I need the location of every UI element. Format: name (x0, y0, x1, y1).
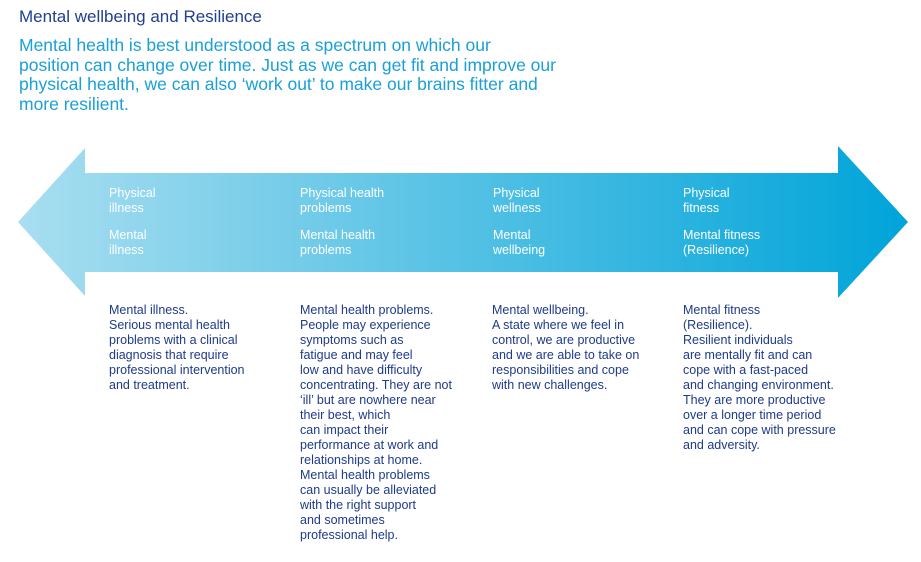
description-line: over a longer time period (683, 408, 822, 422)
spectrum-stage-3-labels (493, 186, 545, 258)
description-line: with new challenges. (492, 378, 608, 392)
physical-label: fitness (683, 201, 720, 215)
mental-label: Mental (493, 228, 531, 242)
description-line: relationships at home. (300, 453, 423, 467)
description-line: cope with a fast-paced (683, 363, 809, 377)
description-line: and adversity. (683, 438, 760, 452)
description-line: and changing environment. (683, 378, 834, 392)
description-line: and sometimes (300, 513, 385, 527)
description-line: diagnosis that require (109, 348, 229, 362)
description-line: responsibilities and cope (492, 363, 629, 377)
mental-label: wellbeing (493, 243, 546, 257)
description-line: ‘ill’ but are nowhere near (300, 393, 436, 407)
mental-label: illness (109, 243, 144, 257)
physical-label: Physical (109, 186, 156, 200)
physical-label: Physical (683, 186, 730, 200)
description-line: A state where we feel in (492, 318, 625, 332)
intro-line: more resilient. (19, 93, 129, 114)
description-line: and can cope with pressure (683, 423, 836, 437)
page-title: Mental wellbeing and Resilience (19, 7, 262, 26)
description-line: their best, which (300, 408, 391, 422)
description-line: (Resilience). (683, 318, 753, 332)
description-line: can impact their (300, 423, 389, 437)
description-line: Mental health problems (300, 468, 430, 482)
physical-label: Physical (493, 186, 540, 200)
description-line: performance at work and (300, 438, 439, 452)
description-line: professional intervention (109, 363, 245, 377)
spectrum-stage-4-labels (683, 186, 760, 258)
stage-4-description (683, 303, 836, 453)
physical-label: illness (109, 201, 144, 215)
description-line: Mental illness. (109, 303, 189, 317)
mental-label: problems (300, 243, 352, 257)
intro-line: position can change over time. Just as we can get fit and improve our (19, 54, 556, 75)
description-line: professional help. (300, 528, 398, 542)
description-line: with the right support (300, 498, 417, 512)
intro-line: physical health, we can also ‘work out’ to make our brains fitter and (19, 74, 538, 94)
description-line: problems with a clinical (109, 333, 238, 347)
spectrum-stage-1-labels (109, 186, 156, 258)
description-line: Resilient individuals (683, 333, 793, 347)
description-line: can usually be alleviated (300, 483, 437, 497)
mental-label: Mental fitness (683, 228, 761, 242)
physical-label: wellness (493, 201, 541, 215)
stage-1-description (109, 303, 245, 393)
stage-3-description (492, 303, 639, 393)
description-line: Serious mental health (109, 318, 230, 332)
mental-label: (Resilience) (683, 243, 749, 257)
mental-label: Mental health (300, 228, 376, 242)
description-line: and treatment. (109, 378, 190, 392)
description-line: are mentally fit and can (683, 348, 813, 362)
description-line: concentrating. They are not (300, 378, 452, 392)
spectrum-stage-2-labels (300, 186, 384, 258)
description-line: low and have difficulty (300, 363, 423, 377)
physical-label: Physical health (300, 186, 385, 200)
mental-label: Mental (109, 228, 147, 242)
stage-2-description (300, 303, 452, 543)
description-line: Mental fitness (683, 303, 761, 317)
description-line: control, we are productive (492, 333, 636, 347)
intro-line: Mental health is best understood as a spectrum on which our (19, 35, 491, 55)
description-line: People may experience (300, 318, 431, 332)
description-line: symptoms such as (300, 333, 404, 347)
description-line: Mental wellbeing. (492, 303, 589, 317)
description-line: They are more productive (683, 393, 826, 407)
physical-label: problems (300, 201, 352, 215)
description-line: Mental health problems. (300, 303, 434, 317)
description-line: and we are able to take on (492, 348, 640, 362)
description-line: fatigue and may feel (300, 348, 413, 362)
